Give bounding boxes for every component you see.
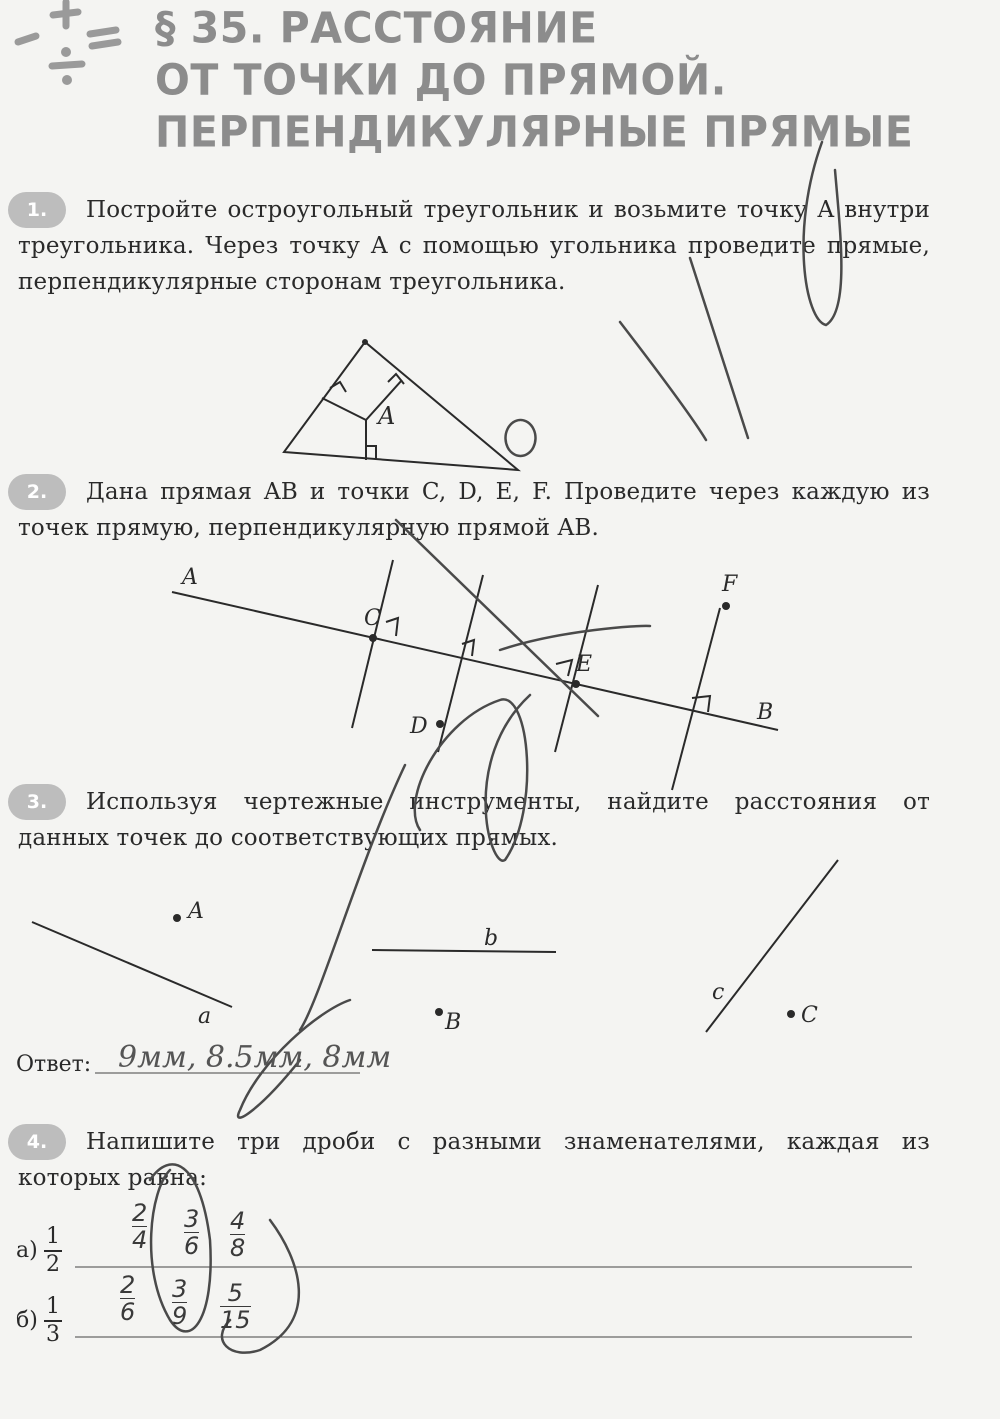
line-b <box>372 950 556 952</box>
hand-numerator: 2 <box>120 1271 136 1299</box>
task3-text-content: Используя чертежные инструменты, найдите расстояния от данных точек до соответствующих прямых. <box>18 789 930 851</box>
label-line-b: b <box>484 926 499 951</box>
label-c: C <box>364 606 381 631</box>
answer-handwritten: 9мм, 8.5мм, 8мм <box>118 1040 392 1075</box>
task-number-badge: 3. <box>8 784 66 820</box>
line-c <box>706 860 838 1032</box>
item-b-label: б) <box>16 1308 38 1333</box>
answer-fraction <box>172 1276 187 1329</box>
fraction-numerator: 1 <box>44 1224 62 1252</box>
label-point-c: C <box>801 1003 818 1028</box>
point-a <box>173 914 181 922</box>
hand-denominator: 6 <box>120 1298 136 1326</box>
task-number-badge: 2. <box>8 474 66 510</box>
label-line-c: c <box>712 980 725 1005</box>
point-f <box>722 602 730 610</box>
handwritten-overlay <box>150 142 841 1353</box>
section-title-line3: ПЕРПЕНДИКУЛЯРНЫЕ ПРЯМЫЕ <box>155 106 914 158</box>
hand-numerator: 2 <box>132 1199 148 1227</box>
hand-denominator: 4 <box>132 1226 148 1254</box>
label-d: D <box>410 714 428 739</box>
hand-numerator: 4 <box>230 1207 246 1235</box>
hand-denominator: 8 <box>230 1234 246 1262</box>
hand-numerator: 3 <box>172 1275 188 1303</box>
task-number-badge: 4. <box>8 1124 66 1160</box>
section-title-line1: § 35. РАССТОЯНИЕ <box>155 2 598 54</box>
label-line-a: a <box>198 1004 212 1029</box>
fraction-denominator: 2 <box>46 1252 60 1277</box>
label-f: F <box>722 572 738 597</box>
label-b: B <box>757 700 774 725</box>
hand-denominator: 6 <box>184 1232 200 1260</box>
hand-denominator: 15 <box>220 1306 251 1334</box>
label-e: E <box>576 652 593 677</box>
point-e <box>572 680 580 688</box>
task-number-badge: 1. <box>8 192 66 228</box>
answer-fraction <box>230 1208 245 1261</box>
point-c3 <box>787 1010 795 1018</box>
triangle-vertex <box>362 339 368 345</box>
task1-triangle <box>284 342 518 470</box>
hand-denominator: 9 <box>172 1302 188 1330</box>
answer-fraction <box>120 1272 135 1325</box>
fraction-one-third <box>44 1294 62 1348</box>
task2-text-content: Дана прямая AB и точки C, D, E, F. Проведите через каждую из точек прямую, перпендикулярную прямой AB. <box>18 479 930 541</box>
point-b <box>435 1008 443 1016</box>
point-d <box>436 720 444 728</box>
point-c <box>369 634 377 642</box>
hand-numerator: 5 <box>220 1280 251 1307</box>
answer-label: Ответ: <box>16 1052 92 1077</box>
answer-fraction <box>184 1206 199 1259</box>
line-ab <box>172 592 778 730</box>
label-point-b: B <box>445 1010 462 1035</box>
fraction-denominator: 3 <box>46 1322 60 1347</box>
label-a: A <box>182 565 198 590</box>
line-a <box>32 922 232 1007</box>
section-title-line2: ОТ ТОЧКИ ДО ПРЯМОЙ. <box>155 54 727 106</box>
task1-text-content: Постройте остроугольный треугольник и возьмите точку A внутри треугольника. Через точку A с помощью угольника проведите прямые, перпендикулярные сторонам треугольника. <box>18 197 930 295</box>
task1-point-label: A <box>378 402 396 430</box>
item-a-label: а) <box>16 1238 38 1263</box>
hand-numerator: 3 <box>184 1205 200 1233</box>
task3-lines <box>32 860 838 1032</box>
task4-text-content: Напишите три дроби с разными знаменателями, каждая из которых равна: <box>18 1129 930 1191</box>
fraction-numerator: 1 <box>44 1294 62 1322</box>
fraction-one-half <box>44 1224 62 1278</box>
answer-fraction <box>132 1200 147 1253</box>
answer-fraction <box>220 1280 251 1333</box>
label-point-a: A <box>188 899 204 924</box>
task2-construction <box>172 560 778 790</box>
